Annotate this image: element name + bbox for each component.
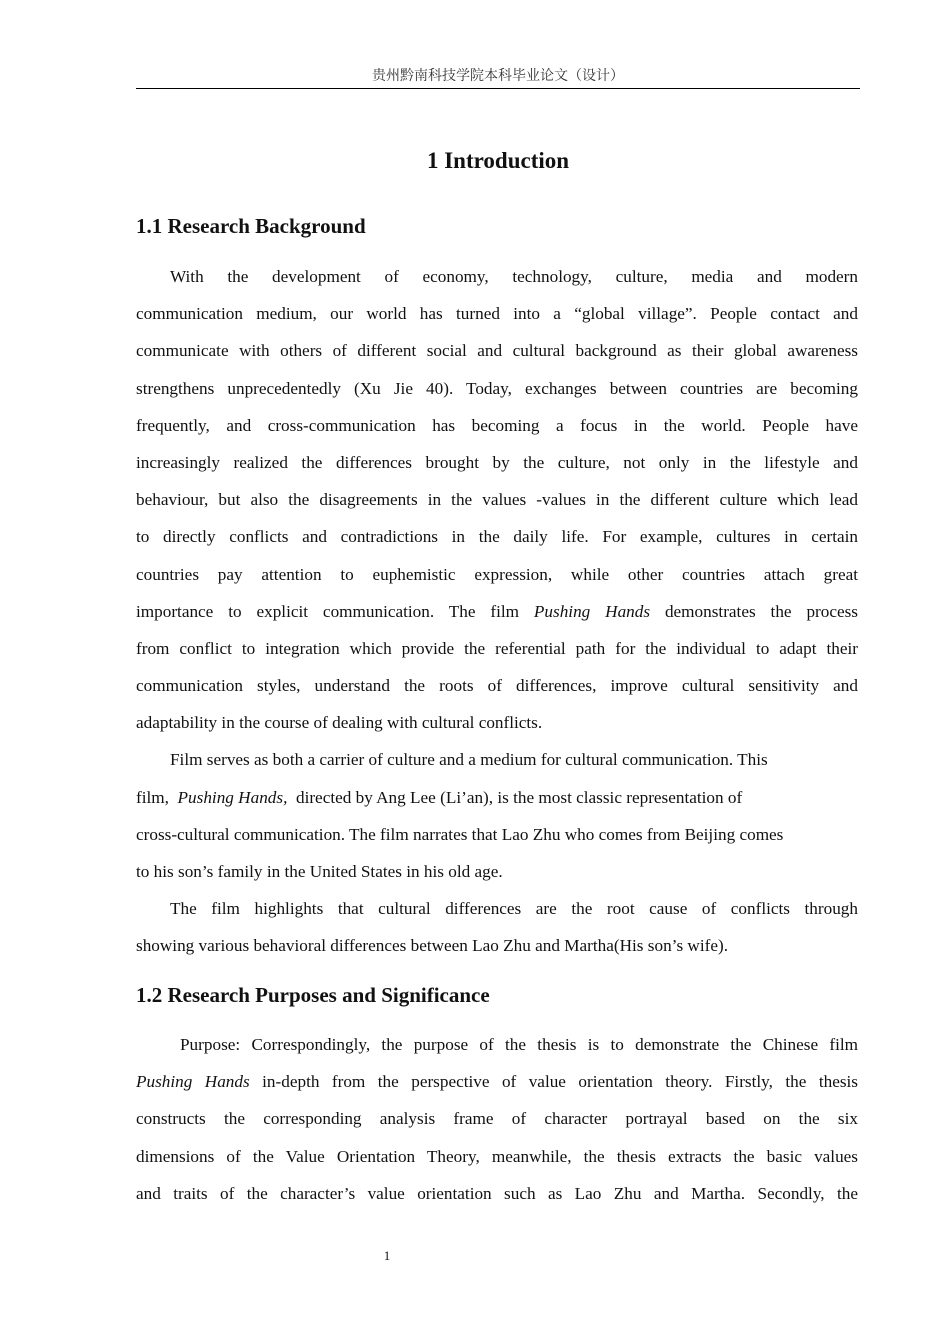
text-segment: directed by Ang Lee (Li’an), is the most classic representation of [295, 787, 743, 807]
chapter-title: 1 Introduction [426, 148, 570, 173]
text-line: and traits of the character’s value orientation such as Lao Zhu and Martha. Secondly, the [136, 1183, 858, 1203]
paragraph-background-1 [136, 258, 858, 965]
page-header: 贵州黔南科技学院本科毕业论文（设计） [136, 64, 860, 89]
text-segment: demonstrates the process [664, 601, 858, 621]
text-line: communicate with others of different social and cultural background as their global awareness [136, 341, 858, 361]
text-line: to his son’s family in the United States in his old age. [136, 862, 503, 881]
text-line [136, 1063, 858, 1100]
text-line: dimensions of the Value Orientation Theory, meanwhile, the thesis extracts the basic values [136, 1146, 858, 1166]
page-number: 1 [383, 1248, 391, 1263]
text-line: constructs the corresponding analysis frame of character portrayal based on the six [136, 1109, 858, 1129]
text-line: Purpose: Correspondingly, the purpose of the thesis is to demonstrate the Chinese film [180, 1035, 858, 1054]
text-line: strengthens unprecedentedly (Xu Jie 40). Today, exchanges between countries are becoming [136, 378, 858, 398]
film-title-italic: Pushing Hands [533, 601, 651, 621]
text-line [136, 593, 858, 630]
text-segment: in-depth from the perspective of value orientation theory. Firstly, the thesis [262, 1072, 858, 1092]
text-line: increasingly realized the differences brought by the culture, not only in the lifestyle and [136, 452, 858, 472]
text-line: communication styles, understand the roots of differences, improve cultural sensitivity and [136, 676, 858, 696]
text-line: to directly conflicts and contradictions in the daily life. For example, cultures in certain [136, 527, 858, 547]
section-heading-1-2: 1.2 Research Purposes and Significance [136, 983, 490, 1007]
text-segment: importance to explicit communication. The film [136, 601, 520, 621]
text-line: adaptability in the course of dealing with cultural conflicts. [136, 713, 543, 733]
text-line: frequently, and cross-communication has becoming a focus in the world. People have [136, 415, 858, 435]
paragraph-purpose [136, 1026, 858, 1212]
text-segment: film, [136, 787, 169, 807]
film-title-italic: Pushing Hands, [177, 787, 288, 807]
text-line: communication medium, our world has turned into a “global village”. People contact and [136, 304, 858, 324]
text-line: With the development of economy, technology, culture, media and modern [170, 267, 858, 286]
section-heading-1-1: 1.1 Research Background [136, 214, 366, 238]
film-title-italic: Pushing Hands [136, 1072, 250, 1092]
text-line: countries pay attention to euphemistic expression, while other countries attach great [136, 564, 858, 584]
text-line: Film serves as both a carrier of culture and a medium for cultural communication. This [170, 750, 768, 770]
text-line [136, 779, 858, 816]
text-line: from conflict to integration which provide the referential path for the individual to adapt their [136, 638, 858, 658]
text-line: The film highlights that cultural differences are the root cause of conflicts through [170, 899, 858, 919]
text-line: cross-cultural communication. The film narrates that Lao Zhu who comes from Beijing comes [136, 824, 784, 844]
text-line: behaviour, but also the disagreements in the values -values in the different culture which lead [136, 490, 858, 510]
text-line: showing various behavioral differences between Lao Zhu and Martha(His son’s wife). [136, 936, 728, 956]
